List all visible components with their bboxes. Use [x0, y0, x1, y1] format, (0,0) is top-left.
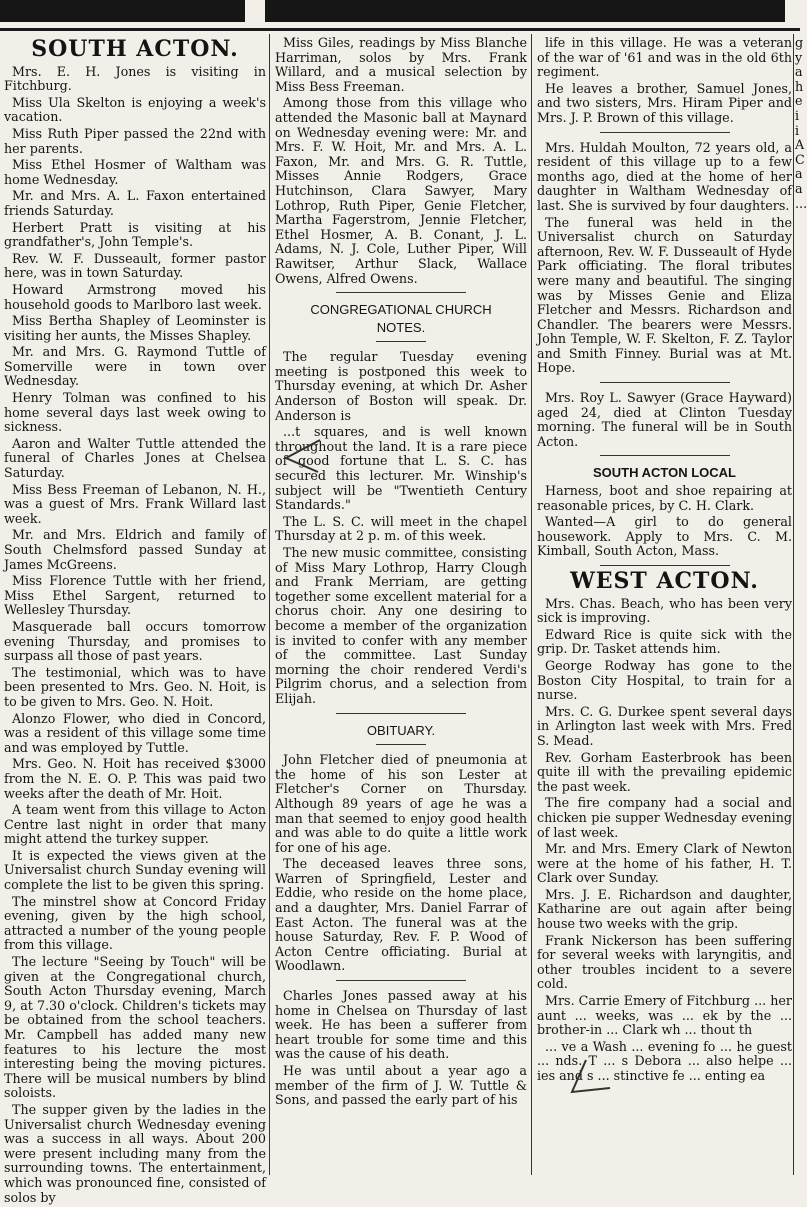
cut-off-text: g y a h e i i A C a a ... — [795, 35, 807, 211]
column-body — [4, 65, 266, 1206]
article-paragraph: life in this village. He was a veteran of the war of '61 and was in the old 6th regiment. — [537, 35, 792, 80]
pencil-mark-icon — [280, 436, 324, 476]
article-paragraph: Wanted—A girl to do general housework. Apply to Mrs. C. M. Kimball, South Acton, Mass. — [537, 514, 792, 559]
article-paragraph: Miss Florence Tuttle with her friend, Miss Ethel Sargent, returned to Wellesley Thursday. — [4, 573, 266, 618]
column-cut-off — [795, 36, 805, 213]
article-paragraph: Masquerade ball occurs tomorrow evening Thursday, and promises to surpass all those of past years. — [4, 618, 266, 664]
local-notices — [537, 484, 792, 559]
west-acton-body — [537, 597, 792, 1084]
article-paragraph: Mr. and Mrs. Eldrich and family of South Chelmsford passed Sunday at James McGreens. — [4, 527, 266, 572]
article-paragraph: Mrs. Chas. Beach, who has been very sick is improving. — [537, 595, 792, 626]
divider — [600, 565, 730, 566]
section-heading-west-acton: WEST ACTON. — [570, 568, 759, 594]
section-heading-obituary: OBITUARY. — [366, 722, 436, 738]
article-paragraph: The fire company had a social and chicken pie supper Wednesday evening of last week. — [537, 795, 792, 840]
column-rule — [269, 34, 270, 1175]
divider — [376, 341, 426, 342]
article-paragraph: Mr. and Mrs. Emery Clark of Newton were at the home of his father, H. T. Clark over Sunday. — [537, 841, 792, 886]
article-paragraph: The regular Tuesday evening meeting is postponed this week to Thursday evening, at which Dr. Asher Anderson of Boston will speak. Dr. Anderson is — [275, 349, 527, 423]
column-rule — [793, 34, 794, 1175]
obituary-jones-continued — [537, 36, 792, 126]
section-heading-local: SOUTH ACTON LOCAL — [593, 465, 736, 481]
article-paragraph: Henry Tolman was confined to his home several days last week owing to sickness. — [4, 390, 266, 435]
article-paragraph: Charles Jones passed away at his home in Chelsea on Thursday of last week. He has been a sufferer from heart trouble for some time and this was the cause of his death. — [275, 988, 527, 1062]
article-paragraph: He leaves a brother, Samuel Jones, and two sisters, Mrs. Hiram Piper and Mrs. J. P. Brown of this village. — [537, 80, 792, 125]
section-heading-south-acton: SOUTH ACTON. — [31, 36, 239, 62]
divider — [336, 980, 466, 981]
article-paragraph: Mrs. Carrie Emery of Fitchburg ... her aunt ... weeks, was ... ek by the ... brother-in ... Clark wh ... thout th — [537, 993, 792, 1038]
article-paragraph: He was until about a year ago a member of the firm of J. W. Tuttle & Sons, and passed the early part of his — [275, 1063, 527, 1108]
article-paragraph: Alonzo Flower, who died in Concord, was a resident of this village some time and was employed by Tuttle. — [4, 710, 266, 755]
article-paragraph: Mrs. Huldah Moulton, 72 years old, a resident of this village up to a few months ago, died at the home of her daughter in Waltham Wednesday of last. She is survived by four daughters. — [537, 139, 792, 213]
obituary-sawyer: Mrs. Roy L. Sawyer (Grace Hayward) aged 24, died at Clinton Tuesday morning. The funeral will be in South Acton. — [537, 390, 792, 449]
article-paragraph: Mrs. C. G. Durkee spent several days in Arlington last week with Mrs. Fred S. Mead. — [537, 703, 792, 748]
divider — [600, 455, 730, 456]
article-paragraph: A team went from this village to Acton Centre last night in order that many might attend the turkey supper. — [4, 802, 266, 847]
obituary-body — [275, 753, 527, 974]
article-paragraph: Herbert Pratt is visiting at his grandfather's, John Temple's. — [4, 219, 266, 250]
article-paragraph: John Fletcher died of pneumonia at the home of his son Lester at Fletcher's Corner on Thursday. Although 89 years of age he was a man that seemed to enjoy good health and was able to do quite a little work for one of his age. — [275, 752, 527, 855]
article-paragraph: Miss Bess Freeman of Lebanon, N. H., was a guest of Mrs. Frank Willard last week. — [4, 481, 266, 526]
article-paragraph: Mrs. J. E. Richardson and daughter, Katharine are out again after being house two weeks with the grip. — [537, 886, 792, 932]
pencil-mark-icon — [564, 1058, 614, 1100]
article-paragraph: Mrs. E. H. Jones is visiting in Fitchburg. — [4, 63, 266, 94]
article-paragraph: The testimonial, which was to have been presented to Mrs. Geo. N. Hoit, is to be given to Mrs. Geo. N. Hoit. — [4, 664, 266, 709]
section-heading-church-notes: NOTES. — [376, 319, 426, 335]
article-paragraph: The supper given by the ladies in the Universalist church Wednesday evening was a success in all ways. About 200 were present including many from the surrounding towns. The entertainment, which was pronounced fine, consisted of solos by — [4, 1101, 266, 1205]
article-paragraph: The funeral was held in the Universalist church on Saturday afternoon, Rev. W. F. Dusseault of Hyde Park officiating. The floral tributes were many and beautiful. The singing was by Misses Genie and Eliza Fletcher and Messrs. Richardson and Chandler. The bearers were Messrs. John Temple, W. F. Skelton, F. Z. Taylor and Smith Finney. Burial was at Mt. Hope. — [537, 214, 792, 376]
article-paragraph: Harness, boot and shoe repairing at reasonable prices, by C. H. Clark. — [537, 483, 792, 513]
article-paragraph: The L. S. C. will meet in the chapel Thursday at 2 p. m. of this week. — [275, 513, 527, 544]
divider — [600, 132, 730, 133]
church-notes-body — [275, 350, 527, 706]
article-paragraph: Miss Bertha Shapley of Leominster is visiting her aunts, the Misses Shapley. — [4, 313, 266, 343]
obituary-moulton — [537, 141, 792, 377]
article-paragraph: Howard Armstrong moved his household goods to Marlboro last week. — [4, 281, 266, 312]
article-paragraph: Mrs. Geo. N. Hoit has received $3000 from the N. E. O. P. This was paid two weeks after the death of Mr. Hoit. — [4, 756, 266, 801]
article-paragraph: Rev. Gorham Easterbrook has been quite ill with the prevailing epidemic the past week. — [537, 749, 792, 794]
article-paragraph: The minstrel show at Concord Friday evening, given by the high school, attracted a number of the young people from this village. — [4, 893, 266, 953]
article-paragraph: Mr. and Mrs. G. Raymond Tuttle of Somerville were in town over Wednesday. — [4, 344, 266, 389]
article-paragraph: It is expected the views given at the Universalist church Sunday evening will complete the list to be given this spring. — [4, 847, 266, 893]
article-paragraph: Mr. and Mrs. A. L. Faxon entertained friends Saturday. — [4, 188, 266, 218]
article-paragraph: Miss Ethel Hosmer of Waltham was home Wednesday. — [4, 157, 266, 187]
article-paragraph: The lecture "Seeing by Touch" will be given at the Congregational church, South Acton Thursday evening, March 9, at 7.30 o'clock. Children's tickets may be obtained from the school teachers. Mr. Campbell has added many new features to his lecture the most interesting being the moving pictures. There will be musical numbers by blind soloists. — [4, 954, 266, 1101]
article-paragraph: ... ve a Wash ... evening fo ... he guest ... nds. T ... s Debora ... also helpe ... ies and s ... stinctive fe ... enting ea — [537, 1038, 792, 1083]
column-south-acton — [4, 36, 266, 1207]
article-paragraph: Among those from this village who attended the Masonic ball at Maynard on Wednesday evening were: Mr. and Mrs. F. W. Hoit, Mr. and Mrs. A. L. Faxon, Mr. and Mrs. G. R. Tuttle, Misses Annie Rodgers, Grace Hutchinson, Clara Sawyer, Mary Lothrop, Ruth Piper, Genie Fletcher, Martha Fagerstrom, Jennie Fletcher, Ethel Hosmer, A. B. Conant, J. L. Adams, N. J. Cole, Luther Piper, Will Rawitser, Arthur Slack, Wallace Owens, Alfred Owens. — [275, 95, 527, 286]
article-paragraph: George Rodway has gone to the Boston City Hospital, to train for a nurse. — [537, 657, 792, 703]
column-obituaries-west-acton — [537, 36, 792, 1086]
masthead-strip — [0, 0, 800, 34]
article-paragraph: ...t squares, and is well known throughout the land. It is a rare piece of good fortune that L. S. C. has secured this lecturer. Mr. Winship's subject will be "Twentieth Century Standards." — [275, 424, 527, 513]
section-heading-church: CONGREGATIONAL CHURCH — [310, 302, 492, 318]
divider — [600, 382, 730, 383]
article-paragraph: Edward Rice is quite sick with the grip. Dr. Tasket attends him. — [537, 626, 792, 657]
article-paragraph: Miss Ruth Piper passed the 22nd with her parents. — [4, 125, 266, 156]
article-paragraph: The deceased leaves three sons, Warren of Springfield, Lester and Eddie, who reside on the home place, and a daughter, Mrs. Daniel Farrar of East Acton. The funeral was at the house Saturday, Rev. F. P. Wood of Acton Centre officiating. Burial at Woodlawn. — [275, 856, 527, 974]
column-rule — [531, 34, 532, 1175]
article-paragraph: Rev. W. F. Dusseault, former pastor here, was in town Saturday. — [4, 250, 266, 281]
obituary-jones — [275, 989, 527, 1108]
article-paragraph: The new music committee, consisting of Miss Mary Lothrop, Harry Clough and Frank Merriam, are getting together some excellent material for a chorus choir. Any one desiring to become a member of the organization is invited to confer with any member of the committee. Last Sunday morning the choir rendered Verdi's Pilgrim chorus, and a selection from Elijah. — [275, 545, 527, 706]
article-paragraph: Miss Ula Skelton is enjoying a week's vacation. — [4, 94, 266, 125]
article-paragraph: Aaron and Walter Tuttle attended the funeral of Charles Jones at Chelsea Saturday. — [4, 435, 266, 481]
divider — [336, 713, 466, 714]
article-paragraph: Miss Giles, readings by Miss Blanche Harriman, solos by Mrs. Frank Willard, and a musical selection by Miss Bess Freeman. — [275, 35, 527, 94]
article-paragraph: Frank Nickerson has been suffering for several weeks with laryngitis, and other troubles incident to a severe cold. — [537, 932, 792, 992]
divider — [336, 292, 466, 293]
column-notes — [275, 36, 527, 1110]
divider — [376, 744, 426, 745]
